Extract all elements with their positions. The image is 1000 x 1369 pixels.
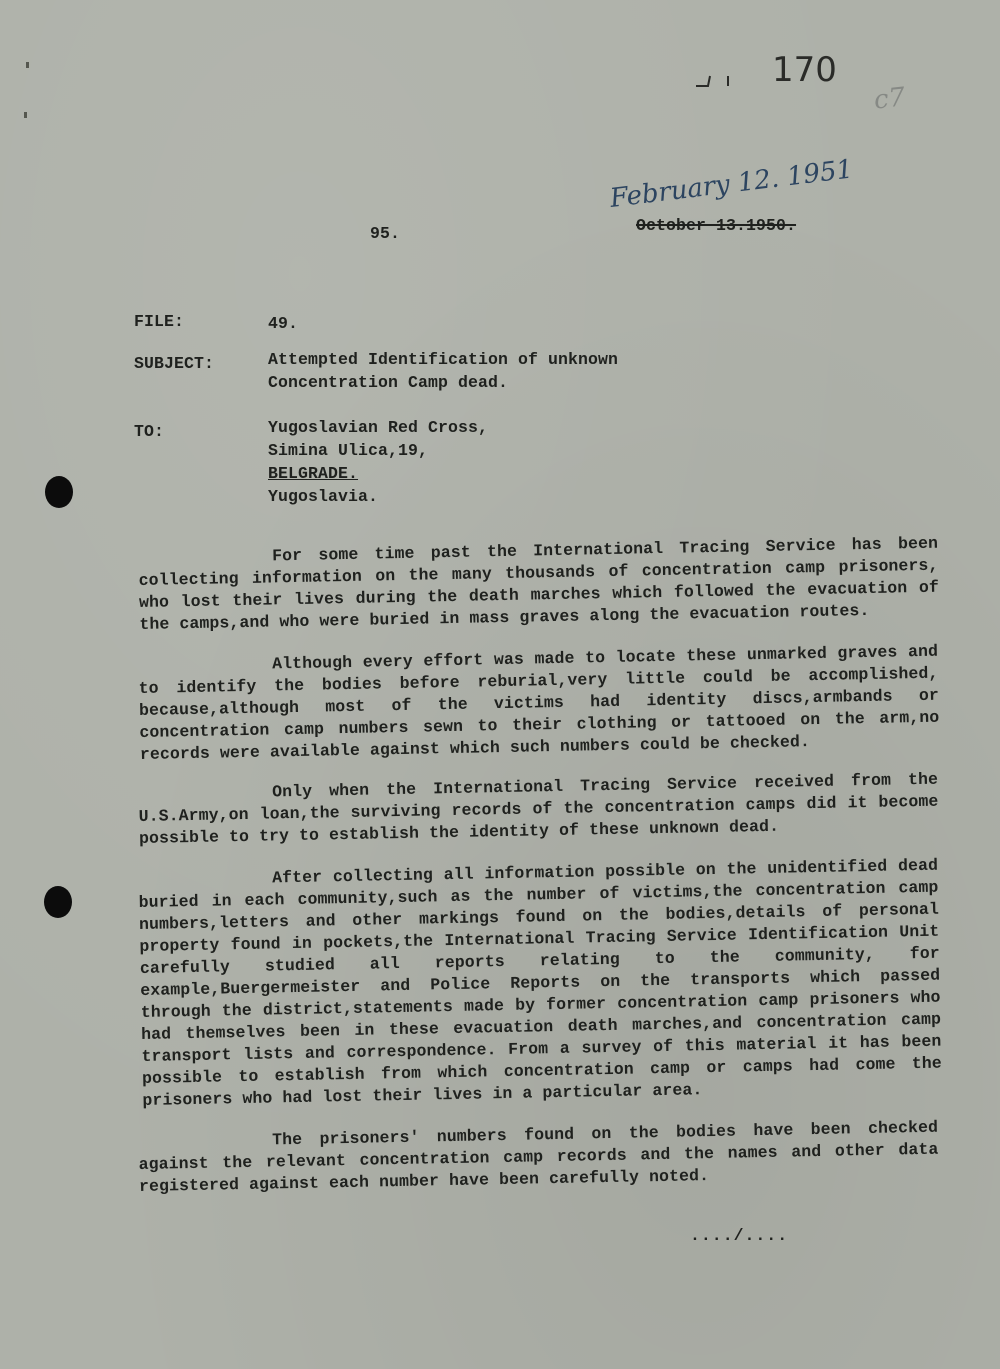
- recipient-street: Simina Ulica,19,: [268, 441, 429, 460]
- handwritten-date: February 12. 1951: [608, 154, 855, 214]
- body-paragraph: The prisoners' numbers found on the bodies have been checked against the relevant concentration camp records and the names and other data registered against each number have been carefully noted.: [138, 1117, 939, 1196]
- recipient-name: Yugoslavian Red Cross,: [268, 418, 489, 437]
- file-value: 49.: [268, 314, 299, 333]
- subject-value: [268, 348, 618, 394]
- body-paragraph: After collecting all information possible on the unidentified dead buried in each community,such as the number of victims,the concentration camp numbers,letters and other markings found on the bodies,details of personal property found in pockets,the International Tracing Service Identification Unit carefully studied all reports relating to the community, for example,Buergermeister and Police Reports on the transports which passed through the district,statements made by former concentration camp prisoners who had themselves been in these evacuation death marches,and concentration camp transport lists and correspondence. From a survey of this material it has been possible to establish from which concentration camp or camps had come the prisoners who had lost their lives in a particular area.: [138, 855, 943, 1110]
- punch-hole: [44, 886, 72, 918]
- subject-line: Attempted Identification of unknown: [268, 350, 619, 369]
- struck-typed-date: October 13.1950.: [636, 216, 797, 235]
- subject-label: SUBJECT:: [134, 354, 215, 373]
- archive-stamp-mark: [694, 70, 754, 90]
- body-paragraph: For some time past the International Tracing Service has been collecting information on the many thousands of concentration camp prisoners, who lost their lives during the death marches which followed the evacuation of the camps,and who were buried in mass graves along the evacuation routes.: [138, 533, 940, 634]
- page-number: 95.: [370, 224, 401, 243]
- recipient-country: Yugoslavia.: [268, 487, 379, 506]
- margin-speck: [24, 112, 27, 118]
- to-label: TO:: [134, 422, 165, 441]
- body-paragraph: Although every effort was made to locate these unmarked graves and to identify the bodies before reburial,very little could be accomplished, because,although most of the victims had identity discs,armbands or concentration camp numbers sewn to their clothing or tattooed on the arm,no records were available against which such numbers could be checked.: [138, 641, 940, 764]
- recipient-city: BELGRADE.: [268, 464, 359, 483]
- punch-hole: [45, 476, 73, 508]
- file-label: FILE:: [134, 312, 185, 331]
- archive-number: 170: [772, 50, 837, 90]
- continuation-marker: ..../....: [690, 1226, 789, 1245]
- body-paragraph: Only when the International Tracing Service received from the U.S.Army,on loan,the surviving records of the concentration camps did it become possible to try to establish the identity of these unknown dead.: [138, 769, 939, 848]
- pencil-note: c7: [872, 82, 907, 116]
- subject-line: Concentration Camp dead.: [268, 373, 509, 392]
- recipient-address: [268, 416, 488, 508]
- margin-speck: [26, 62, 29, 68]
